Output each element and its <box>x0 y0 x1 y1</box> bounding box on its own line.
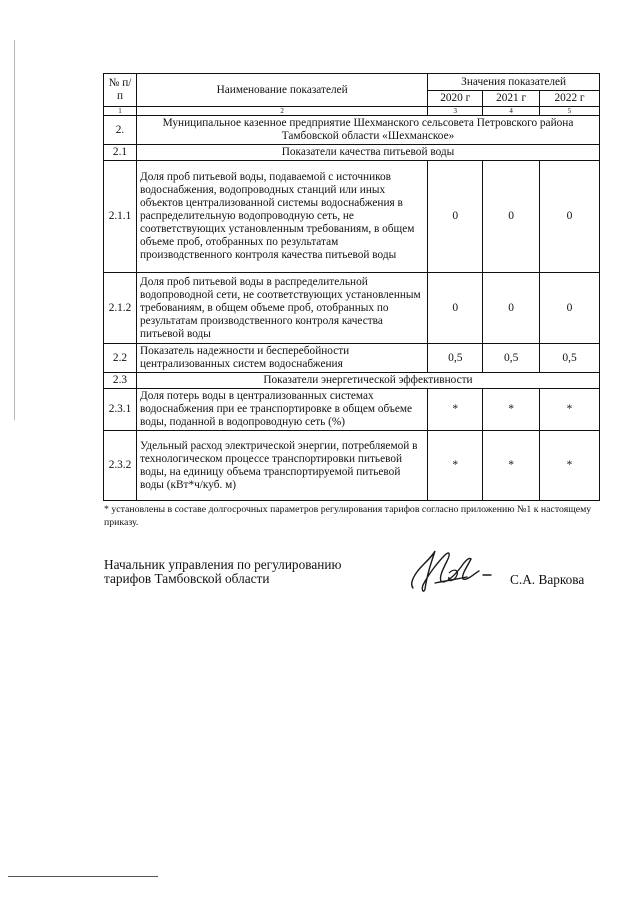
scan-edge-mark-left <box>14 40 15 420</box>
section-quality-title: Показатели качества питьевой воды <box>136 145 599 161</box>
signatory-title-line2: тарифов Тамбовской области <box>104 571 270 586</box>
value-2021: 0,5 <box>483 344 540 373</box>
org-name: Муниципальное казенное предприятие Шехманского сельсовета Петровского района Тамбовской области «Шехманское» <box>136 116 599 145</box>
header-values: Значения показателей <box>428 74 600 91</box>
org-num: 2. <box>104 116 137 145</box>
value-2021: 0 <box>483 273 540 344</box>
row-num: 2.1.1 <box>104 161 137 273</box>
row-desc: Удельный расход электрической энергии, потребляемой в технологическом процессе транспортировки питьевой воды, на единицу объема транспортируемой питьевой воды (кВт*ч/куб. м) <box>136 431 427 501</box>
value-2021: 0 <box>483 161 540 273</box>
indicators-table <box>103 73 600 501</box>
row-num: 2.2 <box>104 344 137 373</box>
value-2021: * <box>483 431 540 501</box>
value-2020: * <box>428 431 483 501</box>
handwritten-signature <box>405 543 500 598</box>
table-row <box>104 273 600 344</box>
row-desc: Доля потерь воды в централизованных системах водоснабжения при ее транспортировке в общем объеме воды, поданной в водопроводную сеть (%) <box>136 389 427 431</box>
value-2022: * <box>540 431 600 501</box>
header-year-2021: 2021 г <box>483 91 540 107</box>
section-quality-num: 2.1 <box>104 145 137 161</box>
footnote: * установлены в составе долгосрочных параметров регулирования тарифов согласно приложению №1 к настоящему приказу. <box>104 504 592 528</box>
colnum-1: 1 <box>104 107 137 116</box>
row-desc: Доля проб питьевой воды в распределительной водопроводной сети, не соответствующих установленным требованиям, в общем объеме проб, отобранных по результатам производственного контроля качества питьевой воды <box>136 273 427 344</box>
colnum-5: 5 <box>540 107 600 116</box>
value-2022: 0 <box>540 273 600 344</box>
row-desc: Доля проб питьевой воды, подаваемой с источников водоснабжения, водопроводных станций или иных объектов централизованной системы водоснабжения в распределительную водопроводную сеть, не соответствующих установленным требованиям, в общем объеме проб, отобранных по результатам производственного контроля качества питьевой воды <box>136 161 427 273</box>
section-energy-num: 2.3 <box>104 373 137 389</box>
value-2020: 0 <box>428 161 483 273</box>
value-2022: 0,5 <box>540 344 600 373</box>
header-year-2022: 2022 г <box>540 91 600 107</box>
value-2020: 0,5 <box>428 344 483 373</box>
table-row <box>104 389 600 431</box>
table-row <box>104 344 600 373</box>
signatory-title <box>104 558 341 586</box>
row-num: 2.3.1 <box>104 389 137 431</box>
value-2020: * <box>428 389 483 431</box>
value-2020: 0 <box>428 273 483 344</box>
section-energy-title: Показатели энергетической эффективности <box>136 373 599 389</box>
header-name: Наименование показателей <box>136 74 427 107</box>
row-num: 2.1.2 <box>104 273 137 344</box>
header-year-2020: 2020 г <box>428 91 483 107</box>
scan-edge-mark-bottom <box>8 876 158 877</box>
value-2022: * <box>540 389 600 431</box>
header-num: № п/п <box>104 74 137 107</box>
signatory-name: С.А. Варкова <box>510 572 585 587</box>
value-2022: 0 <box>540 161 600 273</box>
value-2021: * <box>483 389 540 431</box>
row-num: 2.3.2 <box>104 431 137 501</box>
table-row <box>104 431 600 501</box>
row-desc: Показатель надежности и бесперебойности централизованных систем водоснабжения <box>136 344 427 373</box>
colnum-4: 4 <box>483 107 540 116</box>
signatory-title-line1: Начальник управления по регулированию <box>104 557 342 572</box>
colnum-2: 2 <box>136 107 427 116</box>
colnum-3: 3 <box>428 107 483 116</box>
table-row <box>104 161 600 273</box>
